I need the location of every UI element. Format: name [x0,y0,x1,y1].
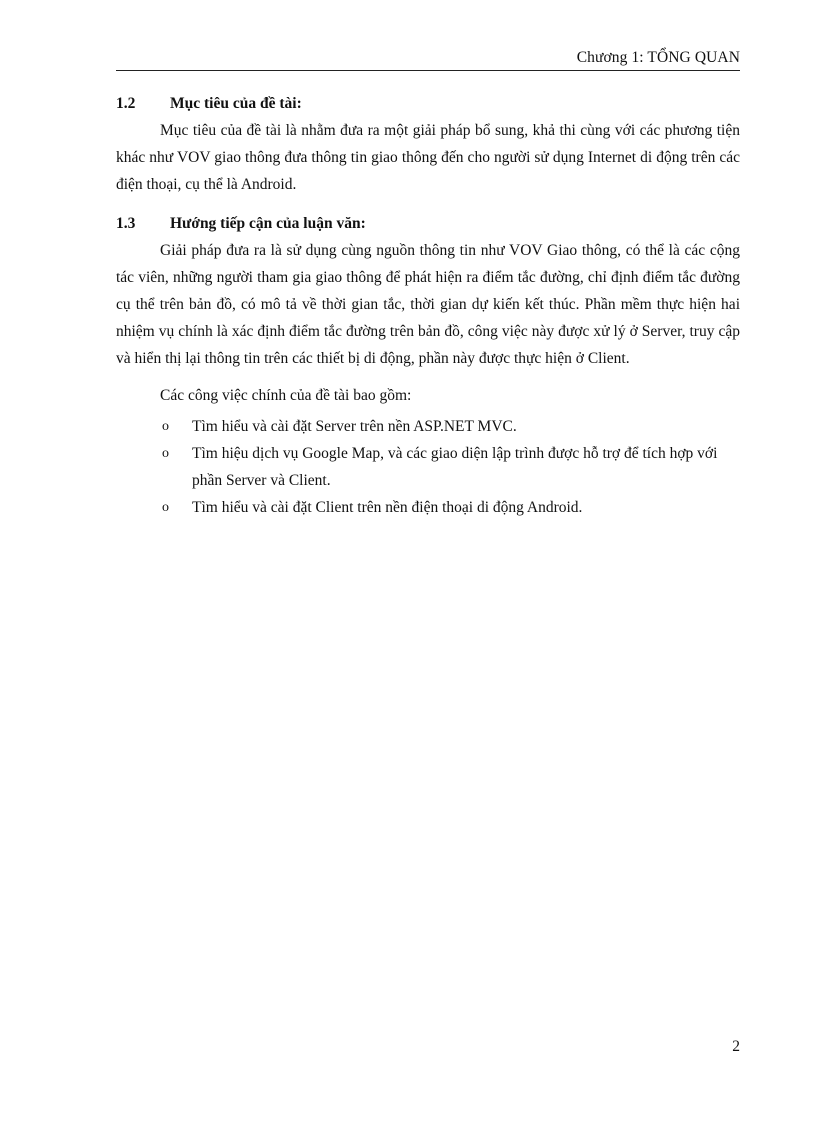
section-1-3-paragraph: Giải pháp đưa ra là sử dụng cùng nguồn thông tin như VOV Giao thông, có thể là các cộng tác viên, những người tham gia giao thông để phát hiện ra điểm tắc đường, chỉ định điểm tắc đường cụ thể trên bản đồ, có mô tả về thời gian tắc, thời gian dự kiến kết thúc. Phần mềm thực hiện hai nhiệm vụ chính là xác định điểm tắc đường trên bản đồ, công việc này được xử lý ở Server, truy cập và hiển thị lại thông tin trên các thiết bị di động, phần này được thực hiện ở Client. [116,242,740,367]
header-rule [116,70,740,71]
list-item [116,494,740,521]
section-heading-1-3 [116,210,740,237]
list-item-text: Tìm hiểu và cài đặt Client trên nền điện thoại di động Android. [192,499,583,516]
section-number: 1.3 [116,215,136,232]
section-heading-1-2 [116,90,740,117]
list-item-text: Tìm hiệu dịch vụ Google Map, và các giao diện lập trình được hỗ trợ để tích hợp với phần Server và Client. [192,445,718,489]
list-item [116,440,740,494]
circle-bullet-icon: o [162,419,169,434]
section-title: Mục tiêu của đề tài: [170,95,302,112]
section-number: 1.2 [116,95,136,112]
section-1-2-paragraph: Mục tiêu của đề tài là nhằm đưa ra một giải pháp bổ sung, khả thi cùng với các phương tiện khác như VOV giao thông đưa thông tin giao thông đến cho người sử dụng Internet di động trên các điện thoại, cụ thể là Android. [116,122,740,193]
list-item-text: Tìm hiểu và cài đặt Server trên nền ASP.NET MVC. [192,418,517,435]
running-header: Chương 1: TỔNG QUAN [576,49,740,66]
task-list [116,413,740,521]
circle-bullet-icon: o [162,500,169,515]
page-content [116,90,740,521]
list-item [116,413,740,440]
task-list-intro: Các công việc chính của đề tài bao gồm: [160,387,412,404]
circle-bullet-icon: o [162,446,169,461]
page-number: 2 [732,1038,740,1055]
section-title: Hướng tiếp cận của luận văn: [170,215,366,232]
